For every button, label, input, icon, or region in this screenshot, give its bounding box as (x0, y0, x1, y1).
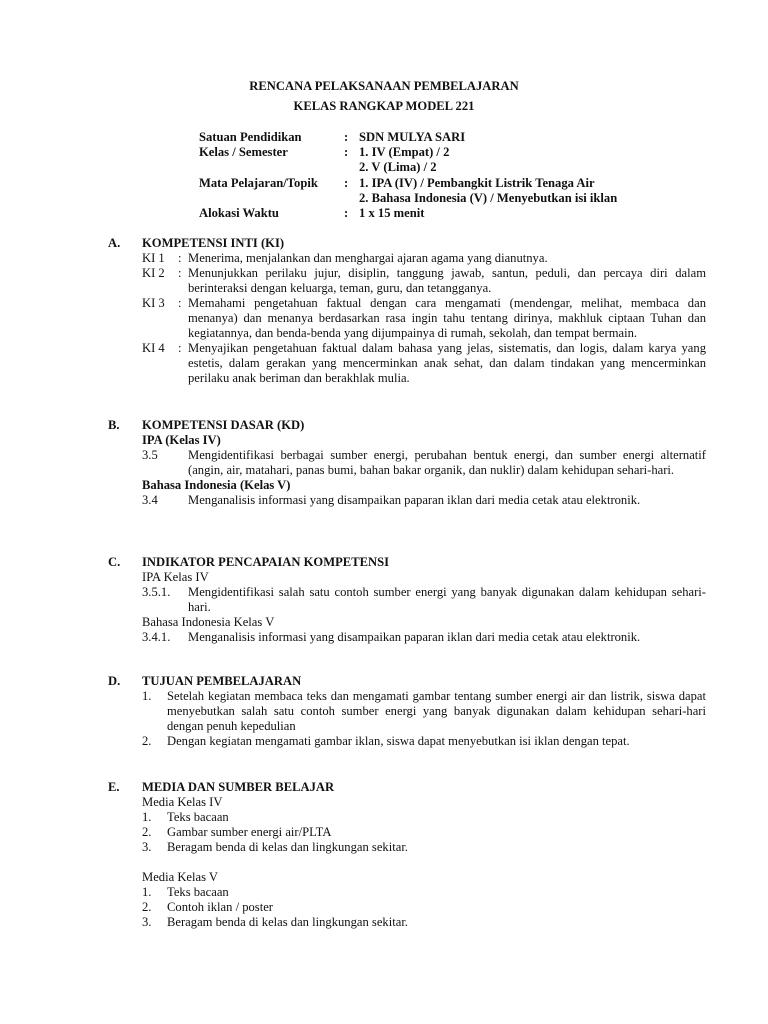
identity-row: Satuan Pendidikan : SDN MULYA SARI (199, 130, 466, 144)
subheading-media-kelas-iv: Media Kelas IV (142, 795, 223, 809)
subheading-ipa: IPA Kelas IV (142, 570, 209, 584)
section-indikator (108, 555, 708, 645)
identity-row: 2. Bahasa Indonesia (V) / Menyebutkan isi iklan (359, 190, 618, 205)
section-media (108, 780, 708, 930)
subheading-bahasa-indonesia: Bahasa Indonesia (Kelas V) (142, 478, 291, 492)
ki-item: KI 4 : Menyajikan pengetahuan faktual dalam bahasa yang jelas, sistematis, dan logis, dalam karya yang estetis, dalam gerakan yang mencerminkan anak sehat, dan dalam tindakan yang mencerminkan perilaku anak beriman dan berakhlak mulia. (142, 341, 706, 385)
list-item: 3. Beragam benda di kelas dan lingkungan sekitar. (142, 840, 408, 854)
indicator-item: 3.5.1. Mengidentifikasi salah satu contoh sumber energi yang banyak digunakan dalam kehidupan sehari-hari. (142, 585, 706, 614)
section-heading: A. KOMPETENSI INTI (KI) (108, 236, 285, 250)
ki-item: KI 3 : Memahami pengetahuan faktual dengan cara mengamati (mendengar, melihat, membaca dan menanya) dan menanya berdasarkan rasa ingin tahu tentang dirinya, makhluk ciptaan Tuhan dan kegiatannya, dan benda-benda yang dijumpainya di rumah, sekolah, dan tempat bermain. (142, 296, 706, 340)
identity-row: Alokasi Waktu : 1 x 15 menit (199, 205, 425, 220)
identity-block (199, 130, 719, 221)
indicator-item: 3.4.1. Menganalisis informasi yang disampaikan paparan iklan dari media cetak atau elektronik. (142, 630, 641, 644)
kd-item: 3.5 Mengidentifikasi berbagai sumber energi, perubahan bentuk energi, dan sumber energi alternatif (angin, air, matahari, panas bumi, bahan bakar organik, dan nuklir) dalam kehidupan sehari-hari. (142, 448, 706, 477)
identity-row: 2. V (Lima) / 2 (359, 160, 437, 175)
document-subtitle: KELAS RANGKAP MODEL 221 (293, 99, 475, 113)
list-item: 2. Gambar sumber energi air/PLTA (142, 825, 332, 839)
document-title: RENCANA PELAKSANAAN PEMBELAJARAN (249, 79, 519, 93)
subheading-ipa: IPA (Kelas IV) (142, 433, 221, 447)
section-heading: E. MEDIA DAN SUMBER BELAJAR (108, 780, 335, 794)
kd-item: 3.4 Menganalisis informasi yang disampaikan paparan iklan dari media cetak atau elektronik. (142, 493, 641, 507)
section-heading: D. TUJUAN PEMBELAJARAN (108, 674, 302, 688)
ki-item: KI 2 : Menunjukkan perilaku jujur, disiplin, tanggung jawab, santun, peduli, dan percaya diri dalam berinteraksi dengan keluarga, teman, guru, dan tetangganya. (142, 266, 706, 295)
section-heading: C. INDIKATOR PENCAPAIAN KOMPETENSI (108, 555, 389, 569)
objective-item: 1. Setelah kegiatan membaca teks dan mengamati gambar tentang sumber energi air dan listrik, siswa dapat menyebutkan salah satu contoh sumber energi yang banyak digunakan dalam kehidupan sehari-hari dengan penuh kepedulian (142, 689, 706, 733)
objective-item: 2. Dengan kegiatan mengamati gambar iklan, siswa dapat menyebutkan isi iklan dengan tepat. (142, 734, 630, 748)
identity-row: Kelas / Semester : 1. IV (Empat) / 2 (199, 145, 450, 160)
identity-row: Mata Pelajaran/Topik : 1. IPA (IV) / Pembangkit Listrik Tenaga Air (199, 175, 595, 190)
list-item: 2. Contoh iklan / poster (142, 900, 273, 914)
list-item: 1. Teks bacaan (142, 885, 229, 899)
section-heading: B. KOMPETENSI DASAR (KD) (108, 418, 305, 432)
section-kompetensi-inti (108, 236, 708, 386)
ki-item: KI 1 : Menerima, menjalankan dan menghargai ajaran agama yang dianutnya. (142, 251, 548, 265)
subheading-media-kelas-v: Media Kelas V (142, 870, 219, 884)
list-item: 1. Teks bacaan (142, 810, 229, 824)
subheading-bahasa-indonesia: Bahasa Indonesia Kelas V (142, 615, 275, 629)
section-tujuan (108, 674, 708, 749)
list-item: 3. Beragam benda di kelas dan lingkungan sekitar. (142, 915, 408, 929)
section-kompetensi-dasar (108, 418, 708, 508)
